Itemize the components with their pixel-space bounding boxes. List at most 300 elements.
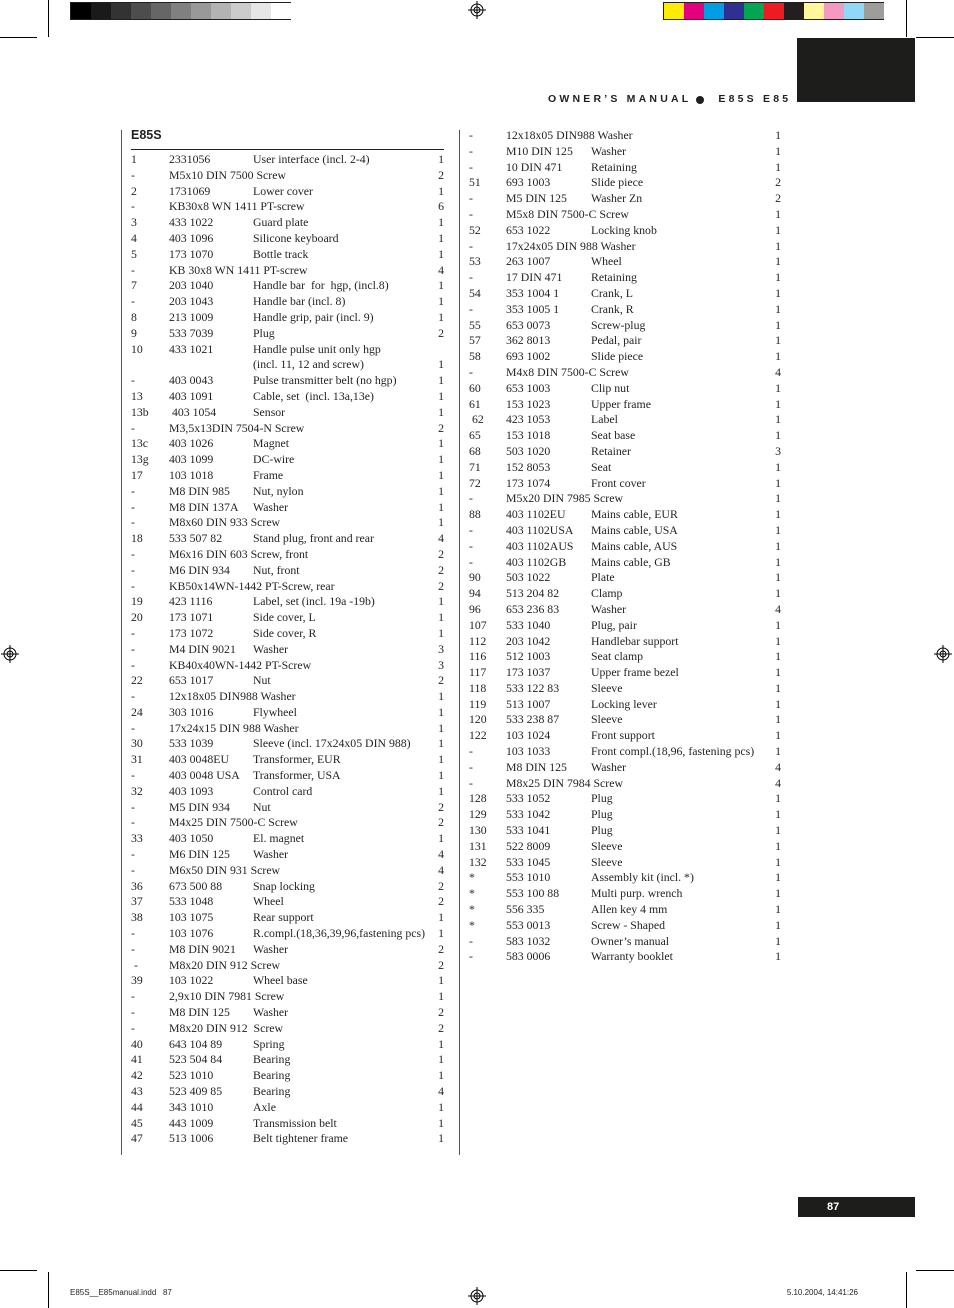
item-number: - — [131, 483, 135, 498]
part-description: Nut — [253, 799, 271, 814]
part-description — [253, 815, 432, 831]
part-number: M6 DIN 125 — [169, 847, 230, 862]
part-number: 533 122 83 — [506, 680, 560, 695]
gray-swatch — [171, 3, 191, 19]
quantity: 1 — [775, 491, 781, 506]
part-number: 533 1041 — [506, 823, 551, 838]
part-description: Transformer, EUR — [253, 752, 341, 767]
parts-row — [131, 1100, 444, 1116]
part-number: 653 1017 — [169, 673, 214, 688]
quantity: 1 — [438, 752, 444, 767]
part-number: 673 500 88 — [169, 878, 223, 893]
registration-mark-icon — [0, 644, 20, 664]
part-description: Frame — [253, 467, 284, 482]
quantity: 3 — [438, 641, 444, 656]
item-number: - — [131, 641, 135, 656]
quantity: 1 — [438, 926, 444, 941]
parts-row — [131, 436, 444, 452]
page-number — [798, 1197, 915, 1217]
parts-row — [131, 705, 444, 721]
part-description: Slide piece — [591, 175, 644, 190]
part-number: 12x18x05 DIN988 Washer — [169, 689, 296, 704]
part-description: Side cover, L — [253, 610, 316, 625]
parts-row — [131, 405, 444, 421]
part-number: 403 1102AUS — [506, 538, 574, 553]
item-number: 20 — [131, 610, 143, 625]
color-calibration-bar — [663, 2, 884, 20]
parts-row — [131, 973, 444, 989]
quantity: 1 — [775, 902, 781, 917]
parts-row — [131, 1021, 444, 1037]
part-description: Label, set (incl. 19a -19b) — [253, 594, 375, 609]
part-description — [253, 989, 432, 1005]
part-number: 153 1018 — [506, 428, 551, 443]
quantity: 1 — [438, 768, 444, 783]
quantity: 1 — [775, 696, 781, 711]
parts-row — [131, 515, 444, 531]
parts-row — [469, 744, 781, 760]
parts-row — [131, 468, 444, 484]
part-description — [253, 515, 432, 531]
parts-row — [469, 207, 781, 223]
part-number: 523 1010 — [169, 1068, 214, 1083]
gray-swatch — [131, 3, 151, 19]
part-number: 403 0048EU — [169, 752, 229, 767]
part-number: 403 1026 — [169, 436, 214, 451]
item-number: - — [469, 301, 473, 316]
part-description: Sensor — [253, 404, 286, 419]
part-description: Mains cable, AUS — [591, 538, 678, 553]
quantity: 1 — [775, 617, 781, 632]
parts-row — [469, 570, 781, 586]
parts-row — [469, 728, 781, 744]
item-number: - — [131, 926, 135, 941]
quantity: 1 — [775, 270, 781, 285]
part-number: 173 1071 — [169, 610, 214, 625]
parts-row — [131, 1068, 444, 1084]
parts-row — [469, 618, 781, 634]
part-description: Crank, L — [591, 285, 633, 300]
parts-row — [131, 1116, 444, 1132]
part-description: Allen key 4 mm — [591, 902, 668, 917]
color-swatch — [844, 3, 864, 19]
parts-row — [469, 397, 781, 413]
gray-swatch — [211, 3, 231, 19]
item-number: 120 — [469, 712, 487, 727]
quantity: 1 — [775, 712, 781, 727]
parts-row — [469, 555, 781, 571]
item-number: 116 — [469, 649, 487, 664]
parts-row — [131, 721, 444, 737]
quantity: 2 — [438, 420, 444, 435]
item-number: - — [469, 238, 473, 253]
item-number: - — [131, 768, 135, 783]
item-number: 52 — [469, 222, 481, 237]
part-description: Clamp — [591, 586, 623, 601]
part-number: 353 1005 1 — [506, 301, 560, 316]
item-number: - — [131, 262, 135, 277]
part-description: Seat clamp — [591, 649, 644, 664]
part-description: Upper frame bezel — [591, 665, 679, 680]
part-description: Nut, front — [253, 562, 300, 577]
part-description — [253, 658, 432, 674]
quantity: 1 — [775, 728, 781, 743]
item-number: 1 — [131, 152, 137, 166]
part-number: 522 8009 — [506, 838, 551, 853]
parts-row — [469, 855, 781, 871]
parts-row — [469, 428, 781, 444]
part-description: Owner’s manual — [591, 933, 670, 948]
item-number: 43 — [131, 1084, 143, 1099]
item-number: 2 — [131, 183, 137, 198]
parts-row — [131, 231, 444, 247]
item-number: 41 — [131, 1052, 143, 1067]
part-number: M8 DIN 125 — [169, 1005, 230, 1020]
part-description: Plug — [591, 791, 613, 806]
item-number: 13g — [131, 452, 149, 467]
part-number: 653 1003 — [506, 380, 551, 395]
item-number: - — [469, 538, 473, 553]
part-number: 583 0006 — [506, 949, 551, 964]
part-description: Side cover, R — [253, 625, 317, 640]
item-number: - — [131, 373, 135, 388]
part-number: 512 1003 — [506, 649, 551, 664]
part-number: 553 100 88 — [506, 886, 560, 901]
quantity: 2 — [438, 546, 444, 561]
parts-row — [131, 199, 444, 215]
item-number: - — [469, 491, 473, 506]
part-description: Plug — [253, 325, 275, 340]
gray-swatch — [231, 3, 251, 19]
parts-row — [469, 839, 781, 855]
quantity: 1 — [775, 206, 781, 221]
quantity: 1 — [775, 633, 781, 648]
parts-row — [131, 215, 444, 231]
part-description: Bearing — [253, 1084, 291, 1099]
item-number: 88 — [469, 507, 481, 522]
part-description: Washer — [253, 847, 289, 862]
parts-row — [131, 926, 444, 942]
parts-row — [469, 649, 781, 665]
part-description: Upper frame — [591, 396, 651, 411]
quantity: 2 — [438, 957, 444, 972]
color-swatch — [864, 3, 884, 19]
item-number: 53 — [469, 254, 481, 269]
quantity: 1 — [775, 128, 781, 142]
parts-row — [131, 452, 444, 468]
crop-mark — [48, 1272, 49, 1308]
part-number: M8x25 DIN 7984 Screw — [506, 775, 623, 790]
quantity: 1 — [438, 278, 444, 293]
parts-row — [469, 634, 781, 650]
parts-row — [469, 476, 781, 492]
part-description: Washer — [253, 1005, 289, 1020]
color-swatch — [804, 3, 824, 19]
parts-row — [469, 823, 781, 839]
item-number: 54 — [469, 285, 481, 300]
color-swatch — [724, 3, 744, 19]
part-number: KB40x40WN-1442 PT-Screw — [169, 657, 312, 672]
quantity: 1 — [775, 143, 781, 158]
part-description — [253, 547, 432, 563]
item-number: - — [131, 1020, 135, 1035]
part-number: 1731069 — [169, 183, 211, 198]
part-description: Bearing — [253, 1052, 291, 1067]
part-description: User interface (incl. 2-4) — [253, 152, 370, 166]
quantity: 1 — [775, 680, 781, 695]
parts-row — [131, 626, 444, 642]
item-number: 65 — [469, 428, 481, 443]
item-number: 62 — [469, 412, 484, 427]
quantity: 1 — [775, 538, 781, 553]
gray-swatch — [271, 3, 291, 19]
item-number: 9 — [131, 325, 137, 340]
gray-swatch — [251, 3, 271, 19]
part-number: 403 1093 — [169, 783, 214, 798]
part-description: Front support — [591, 728, 655, 743]
item-number: - — [131, 1005, 135, 1020]
quantity: 1 — [438, 704, 444, 719]
parts-row — [131, 942, 444, 958]
part-description: Pulse transmitter belt (no hgp) — [253, 373, 397, 388]
header-tab-block — [797, 38, 915, 102]
part-number: 213 1009 — [169, 309, 214, 324]
item-number: - — [469, 933, 473, 948]
parts-row — [131, 310, 444, 326]
quantity: 1 — [438, 404, 444, 419]
item-number: - — [469, 744, 473, 759]
item-number: - — [131, 294, 135, 309]
quantity: 1 — [438, 230, 444, 245]
part-number: 653 236 83 — [506, 601, 560, 616]
color-swatch — [784, 3, 804, 19]
quantity: 1 — [775, 649, 781, 664]
item-number: 36 — [131, 878, 143, 893]
parts-row — [469, 128, 781, 144]
parts-list-left — [131, 152, 444, 1147]
quantity: 1 — [775, 380, 781, 395]
quantity: 1 — [438, 989, 444, 1004]
crop-mark — [0, 1270, 37, 1271]
part-description: Multi purp. wrench — [591, 886, 683, 901]
color-swatch — [744, 3, 764, 19]
parts-row — [469, 144, 781, 160]
item-number: 18 — [131, 531, 143, 546]
manual-title: OWNER’S MANUAL — [548, 93, 692, 105]
part-description — [253, 263, 432, 279]
part-number: 2331056 — [169, 152, 211, 166]
part-number: 362 8013 — [506, 333, 551, 348]
part-number: KB50x14WN-1442 PT-Screw, rear — [169, 578, 335, 593]
parts-row — [131, 800, 444, 816]
item-number: 13b — [131, 404, 149, 419]
item-number: 122 — [469, 728, 487, 743]
part-number: 403 1102GB — [506, 554, 567, 569]
item-number — [131, 357, 169, 373]
quantity: 1 — [438, 515, 444, 530]
part-number: 533 1052 — [506, 791, 551, 806]
part-number: M10 DIN 125 — [506, 143, 573, 158]
parts-row — [469, 302, 781, 318]
parts-row — [131, 989, 444, 1005]
quantity: 1 — [438, 483, 444, 498]
parts-row — [469, 776, 781, 792]
parts-row — [131, 752, 444, 768]
part-description — [253, 1021, 432, 1037]
gray-swatch — [151, 3, 171, 19]
quantity: 4 — [775, 364, 781, 379]
parts-row — [469, 507, 781, 523]
part-description — [253, 863, 432, 879]
part-description — [253, 168, 432, 184]
parts-row — [469, 870, 781, 886]
part-description: Sleeve — [591, 712, 623, 727]
parts-row — [131, 768, 444, 784]
quantity: 6 — [438, 199, 444, 214]
item-number: 107 — [469, 617, 487, 632]
running-header — [548, 93, 791, 106]
part-number: 403 1102EU — [506, 507, 566, 522]
item-number: - — [131, 625, 135, 640]
quantity: 1 — [775, 459, 781, 474]
part-number: 263 1007 — [506, 254, 551, 269]
quantity: 1 — [438, 452, 444, 467]
quantity: 1 — [775, 870, 781, 885]
quantity: 2 — [438, 562, 444, 577]
item-number: 24 — [131, 704, 143, 719]
part-description: Transmission belt — [253, 1115, 337, 1130]
item-number: * — [469, 886, 475, 901]
part-description: Seat — [591, 459, 612, 474]
color-swatch — [664, 3, 684, 19]
parts-row — [131, 373, 444, 389]
parts-row — [469, 934, 781, 950]
part-description — [591, 776, 769, 792]
quantity: 1 — [438, 467, 444, 482]
parts-row — [131, 278, 444, 294]
part-number: M8x20 DIN 912 Screw — [169, 957, 281, 972]
quantity: 1 — [775, 317, 781, 332]
quantity: 1 — [438, 783, 444, 798]
part-description: Handle grip, pair (incl. 9) — [253, 309, 374, 324]
quantity — [432, 342, 444, 358]
part-number: 173 1070 — [169, 246, 214, 261]
quantity: 1 — [438, 373, 444, 388]
part-description: Retainer — [591, 443, 631, 458]
quantity: 1 — [775, 854, 781, 869]
item-number: - — [469, 522, 473, 537]
item-number: 68 — [469, 443, 481, 458]
parts-row — [469, 239, 781, 255]
parts-row — [469, 175, 781, 191]
part-description — [591, 365, 769, 381]
item-number: * — [469, 902, 475, 917]
part-description: Mains cable, USA — [591, 522, 678, 537]
part-number: 653 0073 — [506, 317, 551, 332]
part-number: M4 DIN 9021 — [169, 641, 236, 656]
part-number: 556 335 — [506, 902, 545, 917]
item-number: - — [131, 799, 135, 814]
part-description: Label — [591, 412, 618, 427]
item-number: 58 — [469, 349, 481, 364]
item-number: 10 — [131, 341, 143, 356]
part-description — [253, 721, 432, 737]
part-description: Snap locking — [253, 878, 315, 893]
part-number: 693 1002 — [506, 349, 551, 364]
quantity: 1 — [438, 388, 444, 403]
parts-row — [131, 152, 444, 168]
item-number: - — [469, 364, 473, 379]
quantity: 1 — [438, 1099, 444, 1114]
part-number: 103 1024 — [506, 728, 551, 743]
parts-row — [131, 784, 444, 800]
quantity: 1 — [438, 1068, 444, 1083]
item-number: 61 — [469, 396, 481, 411]
part-description — [253, 689, 432, 705]
part-number: 103 1076 — [169, 926, 214, 941]
part-number: M5 DIN 934 — [169, 799, 230, 814]
item-number: - — [131, 546, 135, 561]
part-description: Assembly kit (incl. *) — [591, 870, 694, 885]
item-number: - — [469, 159, 473, 174]
quantity: 1 — [438, 294, 444, 309]
part-number: 523 504 84 — [169, 1052, 223, 1067]
quantity: 1 — [438, 309, 444, 324]
part-number: 153 1023 — [506, 396, 551, 411]
part-number: 533 1042 — [506, 807, 551, 822]
part-number: 103 1022 — [169, 973, 214, 988]
quantity: 1 — [438, 910, 444, 925]
item-number: 7 — [131, 278, 137, 293]
parts-row — [131, 658, 444, 674]
part-number: 403 1050 — [169, 831, 214, 846]
quantity: 1 — [775, 507, 781, 522]
part-description — [253, 579, 432, 595]
part-description: Wheel — [591, 254, 622, 269]
part-description: Nut, nylon — [253, 483, 304, 498]
part-description: Plug — [591, 807, 613, 822]
part-description: Plug — [591, 823, 613, 838]
part-description: Nut — [253, 673, 271, 688]
parts-row — [131, 484, 444, 500]
part-number: 403 0048 USA — [169, 768, 240, 783]
parts-row — [469, 160, 781, 176]
part-number: M6x16 DIN 603 Screw, front — [169, 546, 309, 561]
part-number: KB 30x8 WN 1411 PT-screw — [169, 262, 308, 277]
quantity: 1 — [775, 254, 781, 269]
parts-row — [131, 610, 444, 626]
quantity: 1 — [775, 744, 781, 759]
parts-row — [131, 594, 444, 610]
quantity: 1 — [775, 570, 781, 585]
quantity: 1 — [775, 238, 781, 253]
part-description — [253, 421, 432, 437]
item-number: 30 — [131, 736, 143, 751]
parts-row — [469, 318, 781, 334]
parts-row — [131, 563, 444, 579]
parts-row — [131, 863, 444, 879]
parts-row — [131, 500, 444, 516]
quantity: 1 — [438, 720, 444, 735]
parts-row — [131, 389, 444, 405]
part-description — [591, 128, 769, 144]
item-number: 129 — [469, 807, 487, 822]
part-number: M8 DIN 985 — [169, 483, 230, 498]
part-description: Washer — [253, 641, 289, 656]
part-number: 403 1099 — [169, 452, 214, 467]
parts-row — [131, 579, 444, 595]
item-number: - — [131, 941, 135, 956]
